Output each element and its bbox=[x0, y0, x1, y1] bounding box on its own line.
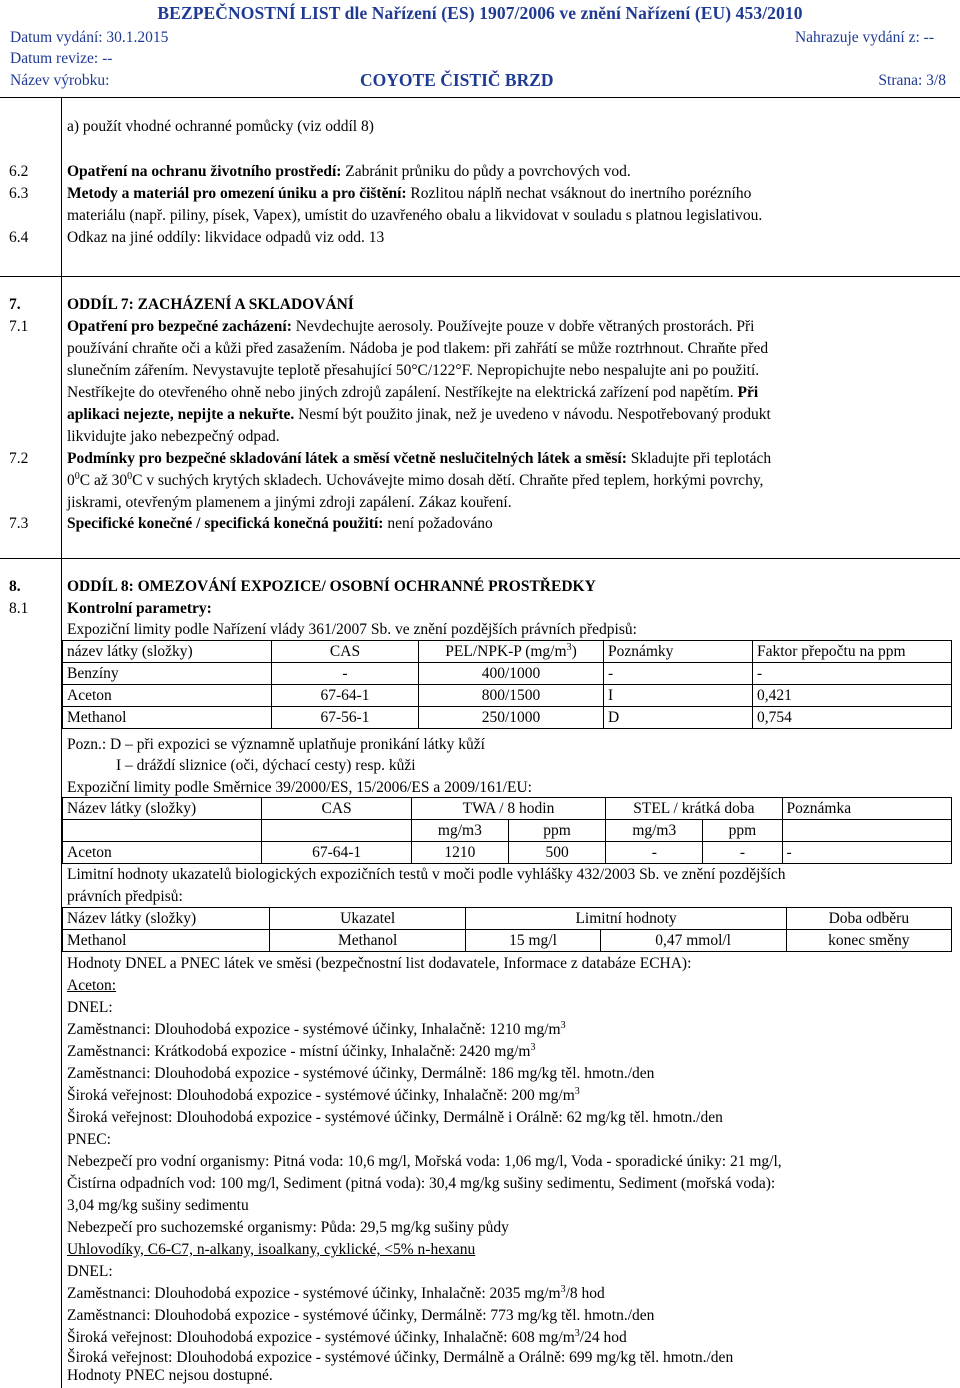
s7-2-text-3: jiskrami, otevřeným plamenem a jinými zdroji zapálení. Zákaz kouření. bbox=[67, 494, 512, 511]
s7-1-text-2: používání chraňte oči a kůži před zasažením. Nádoba je pod tlakem: při zahřátí se může roztrhnout. Chraňte před bbox=[67, 340, 769, 357]
table-row bbox=[63, 685, 952, 707]
s6-2-number: 6.2 bbox=[9, 163, 29, 180]
s7-1-text-3: slunečním zářením. Nevystavujte teplotě přesahující 50°C/122°F. Nepropichujte nebo nespalujte ani po použití. bbox=[67, 362, 760, 379]
table-cell: - bbox=[272, 663, 419, 685]
table-cell: 1210 bbox=[411, 842, 508, 864]
aceton-pnec-2: Čistírna odpadních vod: 100 mg/l, Sediment (pitná voda): 30,4 mg/kg sušiny sedimentu, Sediment (mořská voda): bbox=[67, 1175, 776, 1192]
s7-1-text-5: aplikaci nejezte, nepijte a nekuřte. Nesmí být použito jinak, než je uvedeno v návodu. Nespotřebovaný produkt bbox=[67, 406, 771, 423]
product-row bbox=[10, 72, 950, 90]
replaces-date: Nahrazuje vydání z: -- bbox=[794, 29, 934, 46]
page-number: Strana: 3/8 bbox=[878, 72, 946, 89]
s7-title: ODDÍL 7: ZACHÁZENÍ A SKLADOVÁNÍ bbox=[67, 296, 354, 313]
table-cell: Methanol bbox=[269, 930, 466, 952]
table-header-row bbox=[63, 908, 952, 930]
aceton-dnel-5: Široká veřejnost: Dlouhodobá expozice - systémové účinky, Dermálně i Orálně: 62 mg/kg těl. hmotn./den bbox=[67, 1109, 723, 1126]
table-cell bbox=[63, 820, 262, 842]
aceton-pnec-1: Nebezpečí pro vodní organismy: Pitná voda: 10,6 mg/l, Mořská voda: 1,06 mg/l, Voda - sporadické úniky: 21 mg/l, bbox=[67, 1153, 782, 1170]
aceton-pnec-3: 3,04 mg/kg sušiny sedimentu bbox=[67, 1197, 249, 1214]
s6-3-text: Metody a materiál pro omezení úniku a pro čištění: Rozlitou náplň nechat vsáknout do inertního porézního bbox=[67, 185, 752, 202]
s7-2-number: 7.2 bbox=[9, 450, 29, 467]
limits-eu-table bbox=[62, 797, 952, 864]
s8-1-title: Kontrolní parametry: bbox=[67, 600, 212, 617]
table-cell: - bbox=[604, 663, 753, 685]
s7-2-text: Podmínky pro bezpečné skladování látek a směsí včetně neslučitelných látek a směsí: Skladujte při teplotách bbox=[67, 450, 772, 467]
aceton-dnel-label: DNEL: bbox=[67, 999, 113, 1016]
table-header-row bbox=[63, 798, 952, 820]
aceton-heading: Aceton: bbox=[67, 977, 117, 994]
table-cell: mg/m3 bbox=[411, 820, 508, 842]
s6-2-text: Opatření na ochranu životního prostředí: Zabránit průniku do půdy a povrchových vod. bbox=[67, 163, 631, 180]
table-cell: I bbox=[604, 685, 753, 707]
table-cell: ppm bbox=[703, 820, 782, 842]
table-row bbox=[63, 707, 952, 729]
s6-4-text: Odkaz na jiné oddíly: likvidace odpadů viz odd. 13 bbox=[67, 229, 385, 246]
table-cell: - bbox=[782, 842, 951, 864]
section-divider bbox=[0, 558, 960, 559]
table-cell: 400/1000 bbox=[419, 663, 604, 685]
table-cell bbox=[782, 820, 951, 842]
table-cell: Aceton bbox=[63, 685, 272, 707]
table-header-cell: Název látky (složky) bbox=[63, 798, 262, 820]
table-row bbox=[63, 842, 952, 864]
table-cell: 67-64-1 bbox=[262, 842, 411, 864]
s7-1-text-4: Nestříkejte do otevřeného ohně nebo jiných zdrojů zapálení. Nestříkejte na elektrická zařízení pod napětím. Při bbox=[67, 384, 759, 401]
table-row bbox=[63, 820, 952, 842]
s8-number: 8. bbox=[9, 578, 21, 595]
s6-4-number: 6.4 bbox=[9, 229, 29, 246]
limits-nv-table bbox=[62, 640, 952, 729]
table-cell: - bbox=[606, 842, 703, 864]
table-cell: 15 mg/l bbox=[466, 930, 600, 952]
s7-2-text-2: $0^0C$ až $30^0C$ v suchých krytých skladech. Uchovávejte mimo dosah dětí. Chraňte před teplem, horkými povrchy, bbox=[67, 470, 764, 489]
table-cell: mg/m3 bbox=[606, 820, 703, 842]
s6-3-text-2: materiálu (např. piliny, písek, Vapex), umístit do uzavřeného obalu a likvidovat v souladu s platnou legislativou. bbox=[67, 207, 763, 224]
product-name: COYOTE ČISTIČ BRZD bbox=[360, 70, 554, 90]
table-header-cell: CAS bbox=[262, 798, 411, 820]
table-header-cell: Ukazatel bbox=[269, 908, 466, 930]
table-header-cell: Doba odběru bbox=[786, 908, 951, 930]
table-header-cell: Název látky (složky) bbox=[63, 908, 270, 930]
table-cell: 250/1000 bbox=[419, 707, 604, 729]
issue-date: Datum vydání: 30.1.2015 bbox=[10, 29, 169, 46]
table-cell: 67-64-1 bbox=[272, 685, 419, 707]
table-row bbox=[63, 930, 952, 952]
table-cell bbox=[262, 820, 411, 842]
hydrocarbons-dnel-2: Zaměstnanci: Dlouhodobá expozice - systémové účinky, Dermálně: 773 mg/kg těl. hmotn./den bbox=[67, 1307, 655, 1324]
s8-1-number: 8.1 bbox=[9, 600, 29, 617]
s7-1-text: Opatření pro bezpečné zacházení: Nevdechujte aerosoly. Používejte pouze v dobře větraných prostorách. Při bbox=[67, 318, 755, 335]
aceton-dnel-4: Široká veřejnost: Dlouhodobá expozice - systémové účinky, Inhalačně: 200 $mg/m^3$ bbox=[67, 1085, 580, 1104]
table-cell: Aceton bbox=[63, 842, 262, 864]
note-d: Pozn.: D – při expozici se významně uplatňuje pronikání látky kůží bbox=[67, 736, 485, 753]
aceton-pnec-4: Nebezpečí pro suchozemské organismy: Půda: 29,5 mg/kg sušiny půdy bbox=[67, 1219, 509, 1236]
table-cell: Methanol bbox=[63, 707, 272, 729]
hydrocarbons-pnec: Hodnoty PNEC nejsou dostupné. bbox=[67, 1367, 273, 1384]
table-cell: - bbox=[703, 842, 782, 864]
hydrocarbons-dnel-1: Zaměstnanci: Dlouhodobá expozice - systémové účinky, Inhalačně: 2035 $mg/m^3/8$ hod bbox=[67, 1283, 605, 1302]
bio-heading-2: právních předpisů: bbox=[67, 888, 183, 905]
issue-row bbox=[10, 29, 950, 47]
s6-line-a: a) použít vhodné ochranné pomůcky (viz oddíl 8) bbox=[67, 118, 374, 135]
table-cell: - bbox=[753, 663, 952, 685]
aceton-dnel-1: Zaměstnanci: Dlouhodobá expozice - systémové účinky, Inhalačně: 1210 $mg/m^3$ bbox=[67, 1019, 566, 1038]
number-column-divider bbox=[61, 98, 62, 1388]
header-divider bbox=[0, 97, 960, 98]
revision-date: Datum revize: -- bbox=[10, 50, 113, 67]
hydrocarbons-dnel-4: Široká veřejnost: Dlouhodobá expozice - systémové účinky, Dermálně a Orálně: 699 mg/kg těl. hmotn./den bbox=[67, 1349, 734, 1366]
table-cell: Benzíny bbox=[63, 663, 272, 685]
dnel-pnec-intro: Hodnoty DNEL a PNEC látek ve směsi (bezpečnostní list dodavatele, Informace z databáze ECHA): bbox=[67, 955, 692, 972]
aceton-dnel-2: Zaměstnanci: Krátkodobá expozice - místní účinky, Inhalačně: 2420 $mg/m^3$ bbox=[67, 1041, 536, 1060]
table-header-cell: STEL / krátká doba bbox=[606, 798, 782, 820]
table-cell: 0,47 mmol/l bbox=[600, 930, 786, 952]
table-cell: 67-56-1 bbox=[272, 707, 419, 729]
bio-heading: Limitní hodnoty ukazatelů biologických expozičních testů v moči podle vyhlášky 432/2003 Sb. ve znění pozdějších bbox=[67, 866, 786, 883]
section-divider bbox=[0, 276, 960, 277]
note-i: I – dráždí sliznice (oči, dýchací cesty) resp. kůži bbox=[116, 757, 416, 774]
table-header-cell: Limitní hodnoty bbox=[466, 908, 786, 930]
s7-3-number: 7.3 bbox=[9, 515, 29, 532]
hydrocarbons-dnel-3: Široká veřejnost: Dlouhodobá expozice - systémové účinky, Inhalačně: 608 $mg/m^3/24$ hod bbox=[67, 1327, 627, 1346]
bio-table bbox=[62, 907, 952, 952]
table-header-cell: název látky (složky) bbox=[63, 641, 272, 663]
document-title: BEZPEČNOSTNÍ LIST dle Nařízení (ES) 1907/2006 ve znění Nařízení (EU) 453/2010 bbox=[157, 3, 803, 23]
table-header-cell: TWA / 8 hodin bbox=[411, 798, 605, 820]
table-header-cell: Poznámky bbox=[604, 641, 753, 663]
table-header-cell: Faktor přepočtu na ppm bbox=[753, 641, 952, 663]
product-label: Název výrobku: bbox=[10, 72, 110, 89]
s6-3-number: 6.3 bbox=[9, 185, 29, 202]
revision-row bbox=[10, 50, 950, 68]
table-cell: Methanol bbox=[63, 930, 270, 952]
hydrocarbons-dnel-label: DNEL: bbox=[67, 1263, 113, 1280]
table-cell: konec směny bbox=[786, 930, 951, 952]
aceton-pnec-label: PNEC: bbox=[67, 1131, 111, 1148]
table-cell: 0,421 bbox=[753, 685, 952, 707]
table-cell: ppm bbox=[508, 820, 605, 842]
table-header-cell: PEL/NPK-P $(mg/m^3)$ bbox=[419, 641, 604, 663]
aceton-dnel-3: Zaměstnanci: Dlouhodobá expozice - systémové účinky, Dermálně: 186 mg/kg těl. hmotn./den bbox=[67, 1065, 655, 1082]
table-cell: D bbox=[604, 707, 753, 729]
s7-number: 7. bbox=[9, 296, 21, 313]
s7-3-text: Specifické konečné / specifická konečná použití: není požadováno bbox=[67, 515, 493, 532]
table-header-row bbox=[63, 641, 952, 663]
page-header bbox=[0, 0, 960, 100]
table-cell: 500 bbox=[508, 842, 605, 864]
table-cell: 0,754 bbox=[753, 707, 952, 729]
table-header-cell: CAS bbox=[272, 641, 419, 663]
table-cell: 800/1500 bbox=[419, 685, 604, 707]
table-row bbox=[63, 663, 952, 685]
limits-eu-heading: Expoziční limity podle Směrnice 39/2000/ES, 15/2006/ES a 2009/161/EU: bbox=[67, 779, 532, 796]
s8-title: ODDÍL 8: OMEZOVÁNÍ EXPOZICE/ OSOBNÍ OCHRANNÉ PROSTŘEDKY bbox=[67, 578, 596, 595]
limits-nv-heading: Expoziční limity podle Nařízení vlády 361/2007 Sb. ve znění pozdějších právních předpisů: bbox=[67, 621, 637, 638]
hydrocarbons-heading: Uhlovodíky, C6-C7, n-alkany, isoalkany, cyklické, <5% n-hexanu bbox=[67, 1241, 476, 1258]
s7-1-text-6: likvidujte jako nebezpečný odpad. bbox=[67, 428, 280, 445]
s7-1-number: 7.1 bbox=[9, 318, 29, 335]
table-header-cell: Poznámka bbox=[782, 798, 951, 820]
